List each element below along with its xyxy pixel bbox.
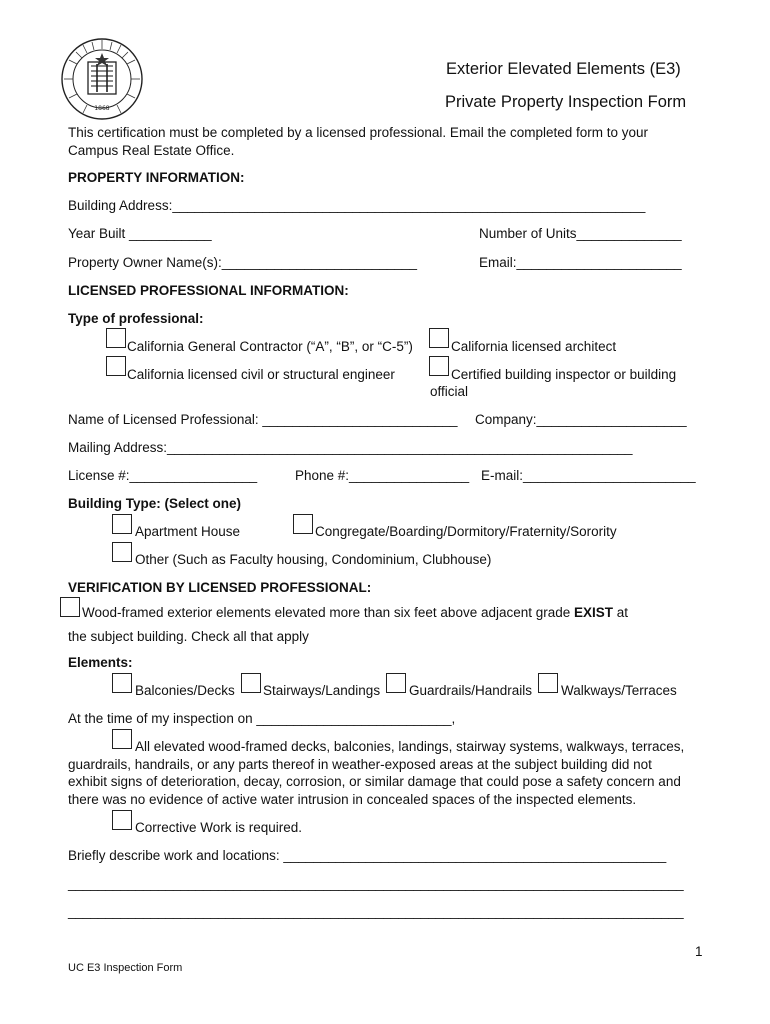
form-subtitle: Private Property Inspection Form — [445, 93, 687, 111]
mailing-address-field[interactable]: Mailing Address:______________________________________________________________ — [68, 440, 633, 455]
guardrails-label: Guardrails/Handrails — [409, 683, 533, 698]
walkways-label: Walkways/Terraces — [561, 683, 677, 698]
apartment-label: Apartment House — [135, 524, 241, 539]
inspection-date-field[interactable]: At the time of my inspection on __________________________, — [68, 711, 456, 726]
building-address-field[interactable]: Building Address:_______________________________________________________________ — [68, 198, 646, 213]
university-seal-logo — [61, 38, 143, 120]
describe-blank-line-2[interactable]: __________________________________________________________________________________ — [68, 904, 684, 919]
engineer-checkbox[interactable] — [106, 356, 126, 376]
inspector-label: Certified building inspector or building — [451, 367, 677, 382]
professional-heading: LICENSED PROFESSIONAL INFORMATION: — [68, 283, 349, 298]
no-deterioration-checkbox[interactable] — [112, 729, 132, 749]
property-heading: PROPERTY INFORMATION: — [68, 170, 245, 185]
elements-heading: Elements: — [68, 655, 133, 670]
company-field[interactable]: Company:____________________ — [475, 412, 687, 427]
statement-line-2: guardrails, handrails, or any parts thereof in weather-exposed areas at the subject building did not — [68, 757, 652, 772]
describe-work-field[interactable]: Briefly describe work and locations: ___________________________________________________ — [68, 848, 667, 863]
architect-label: California licensed architect — [451, 339, 617, 354]
statement-line-3: exhibit signs of deterioration, decay, corrosion, or similar damage that could pose a safety concern and — [68, 774, 681, 789]
owner-name-field[interactable]: Property Owner Name(s):__________________________ — [68, 255, 417, 270]
inspector-checkbox[interactable] — [429, 356, 449, 376]
architect-checkbox[interactable] — [429, 328, 449, 348]
footer-form-name: UC E3 Inspection Form — [68, 962, 183, 974]
exist-checkbox[interactable] — [60, 597, 80, 617]
corrective-work-label: Corrective Work is required. — [135, 820, 303, 835]
intro-line-2: Campus Real Estate Office. — [68, 143, 235, 158]
other-building-label: Other (Such as Faculty housing, Condominium, Clubhouse) — [135, 552, 492, 567]
apartment-checkbox[interactable] — [112, 514, 132, 534]
verification-heading: VERIFICATION BY LICENSED PROFESSIONAL: — [68, 580, 372, 595]
form-title: Exterior Elevated Elements (E3) — [446, 60, 681, 78]
page-number: 1 — [695, 944, 703, 959]
license-number-field[interactable]: License #:_________________ — [68, 468, 258, 483]
engineer-label: California licensed civil or structural engineer — [127, 367, 395, 382]
phone-field[interactable]: Phone #:________________ — [295, 468, 470, 483]
contractor-checkbox[interactable] — [106, 328, 126, 348]
inspector-label-cont: official — [430, 384, 469, 399]
congregate-checkbox[interactable] — [293, 514, 313, 534]
number-of-units-field[interactable]: Number of Units______________ — [479, 226, 682, 241]
statement-line-4: there was no evidence of active water intrusion in concealed spaces of the inspected elements. — [68, 792, 637, 807]
svg-text:1868: 1868 — [94, 105, 110, 112]
intro-line-1: This certification must be completed by a licensed professional. Email the completed form to your — [68, 125, 649, 140]
building-type-heading: Building Type: (Select one) — [68, 496, 242, 511]
stairways-label: Stairways/Landings — [263, 683, 381, 698]
professional-email-field[interactable]: E-mail:_______________________ — [481, 468, 696, 483]
congregate-label: Congregate/Boarding/Dormitory/Fraternity/Sorority — [315, 524, 617, 539]
statement-line-1: All elevated wood-framed decks, balconies, landings, stairway systems, walkways, terraces, — [135, 739, 685, 754]
corrective-work-checkbox[interactable] — [112, 810, 132, 830]
licensed-name-field[interactable]: Name of Licensed Professional: __________________________ — [68, 412, 458, 427]
walkways-checkbox[interactable] — [538, 673, 558, 693]
exist-statement: Wood-framed exterior elements elevated more than six feet above adjacent grade EXIST at — [82, 605, 629, 620]
guardrails-checkbox[interactable] — [386, 673, 406, 693]
contractor-label: California General Contractor (“A”, “B”, or “C-5”) — [127, 339, 413, 354]
balconies-label: Balconies/Decks — [135, 683, 235, 698]
owner-email-field[interactable]: Email:______________________ — [479, 255, 682, 270]
year-built-field[interactable]: Year Built ___________ — [68, 226, 212, 241]
exist-statement-cont: the subject building. Check all that apply — [68, 629, 309, 644]
describe-blank-line-1[interactable]: __________________________________________________________________________________ — [68, 876, 684, 891]
balconies-checkbox[interactable] — [112, 673, 132, 693]
other-building-checkbox[interactable] — [112, 542, 132, 562]
stairways-checkbox[interactable] — [241, 673, 261, 693]
type-of-professional-heading: Type of professional: — [68, 311, 204, 326]
